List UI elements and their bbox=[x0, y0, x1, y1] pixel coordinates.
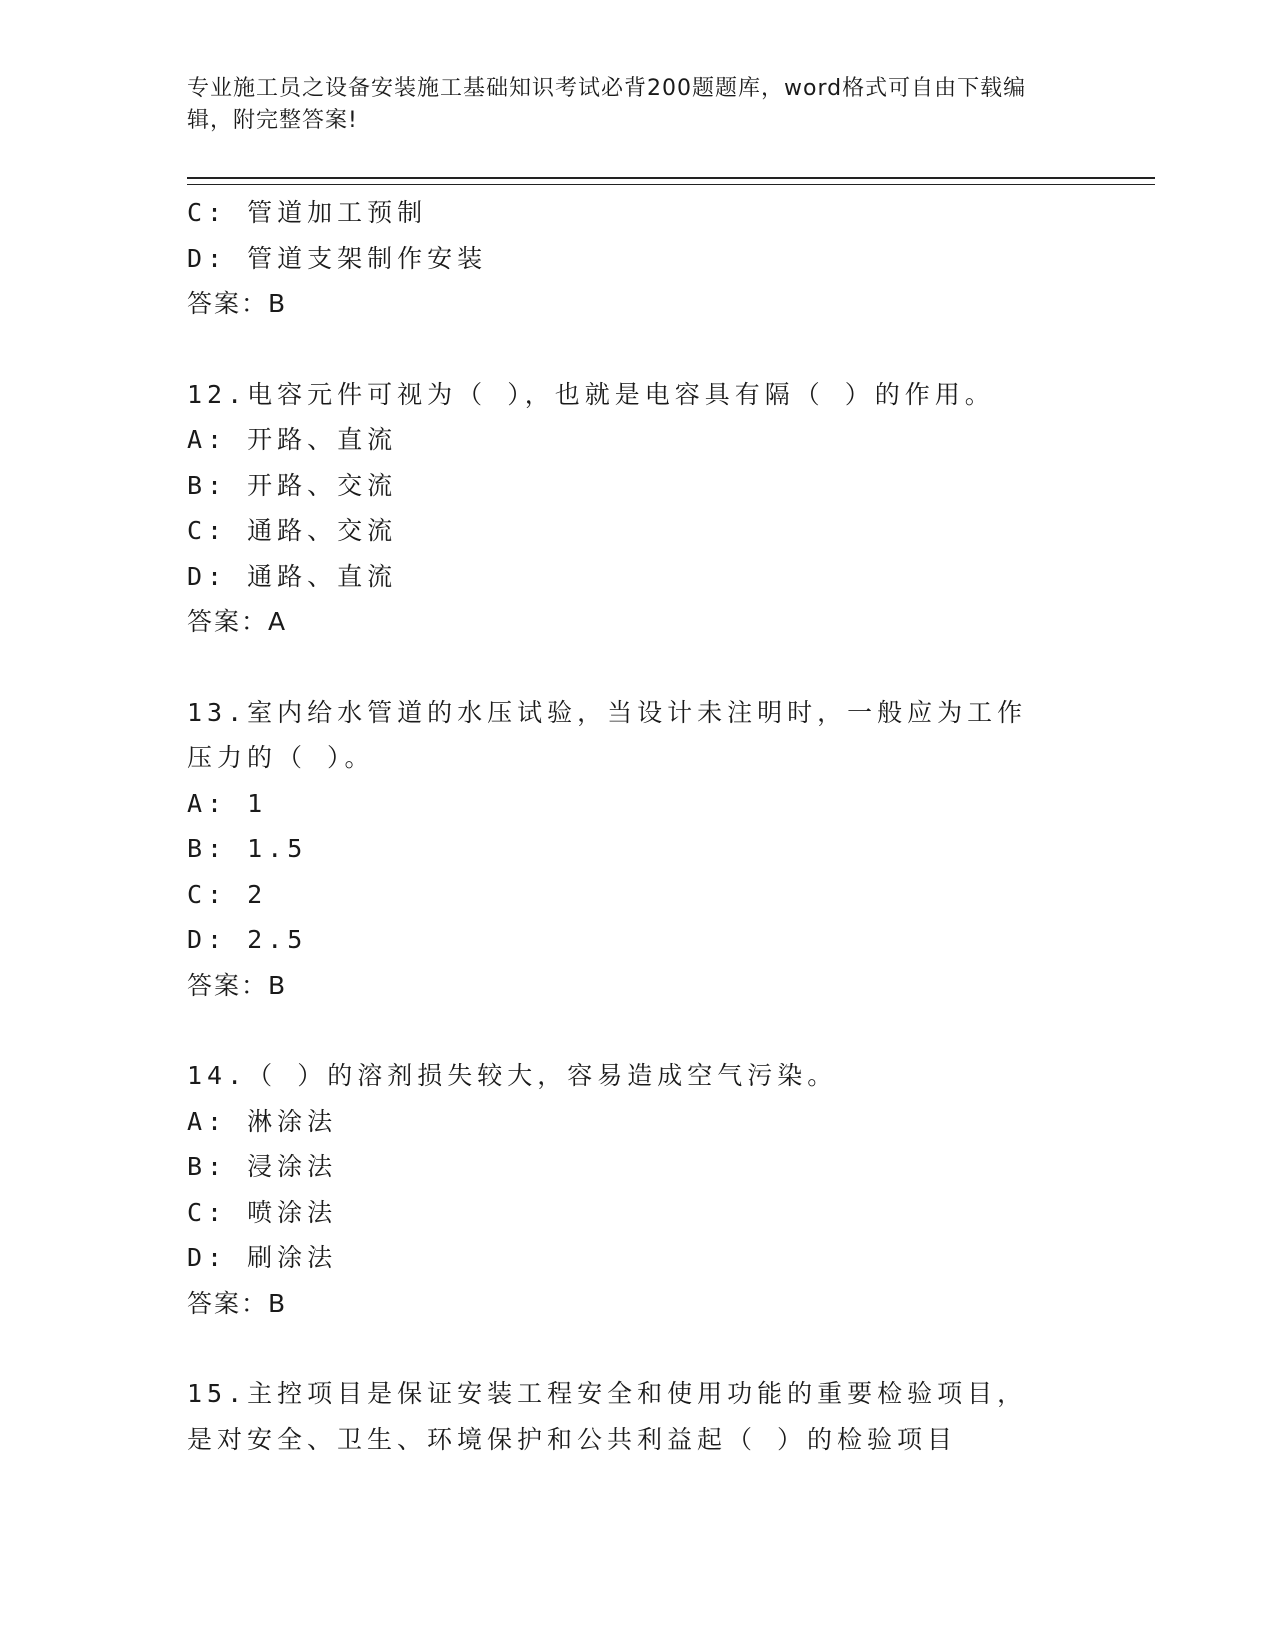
spacer bbox=[187, 645, 1087, 690]
option-b: B: 浸涂法 bbox=[187, 1152, 338, 1181]
question-stem: 13.室内给水管道的水压试验，当设计未注明时，一般应为工作压力的（ ）。 bbox=[187, 697, 1028, 772]
question-stem: 15.主控项目是保证安装工程安全和使用功能的重要检验项目，是对安全、卫生、环境保护和公共利益起（ ）的检验项目 bbox=[187, 1379, 1028, 1454]
spacer bbox=[187, 327, 1087, 372]
question-stem: 14.（ ）的溶剂损失较大，容易造成空气污染。 bbox=[187, 1061, 838, 1090]
option-d: D: 刷涂法 bbox=[187, 1243, 338, 1272]
option-c: C: 喷涂法 bbox=[187, 1197, 338, 1227]
header-divider bbox=[187, 177, 1155, 185]
option-c: C: 通路、交流 bbox=[187, 516, 398, 545]
option-b: B: 1.5 bbox=[187, 834, 308, 863]
document-header: 专业施工员之设备安装施工基础知识考试必背200题题库，word格式可自由下载编辑，附完整答案! bbox=[187, 76, 1027, 133]
answer-line: 答案：B bbox=[187, 289, 288, 318]
option-a: A: 开路、直流 bbox=[187, 425, 398, 454]
answer-line: 答案：B bbox=[187, 970, 288, 1000]
spacer bbox=[187, 1326, 1087, 1371]
option-d: D: 2.5 bbox=[187, 925, 308, 954]
question-13 bbox=[187, 690, 1087, 1009]
question-15 bbox=[187, 1371, 1087, 1462]
option-c: C: 2 bbox=[187, 879, 268, 909]
question-12 bbox=[187, 372, 1087, 645]
answer-line: 答案：A bbox=[187, 607, 288, 636]
option-a: A: 1 bbox=[187, 788, 268, 818]
option-d: D: 管道支架制作安装 bbox=[187, 243, 488, 273]
answer-line: 答案：B bbox=[187, 1288, 288, 1318]
carryover-question bbox=[187, 190, 1087, 327]
option-c: C: 管道加工预制 bbox=[187, 198, 428, 227]
option-a: A: 淋涂法 bbox=[187, 1106, 338, 1136]
spacer bbox=[187, 1008, 1087, 1053]
option-d: D: 通路、直流 bbox=[187, 561, 398, 591]
question-14 bbox=[187, 1053, 1087, 1326]
question-list bbox=[187, 190, 1087, 1462]
question-stem: 12.电容元件可视为（ ），也就是电容具有隔（ ）的作用。 bbox=[187, 379, 995, 409]
option-b: B: 开路、交流 bbox=[187, 470, 398, 500]
